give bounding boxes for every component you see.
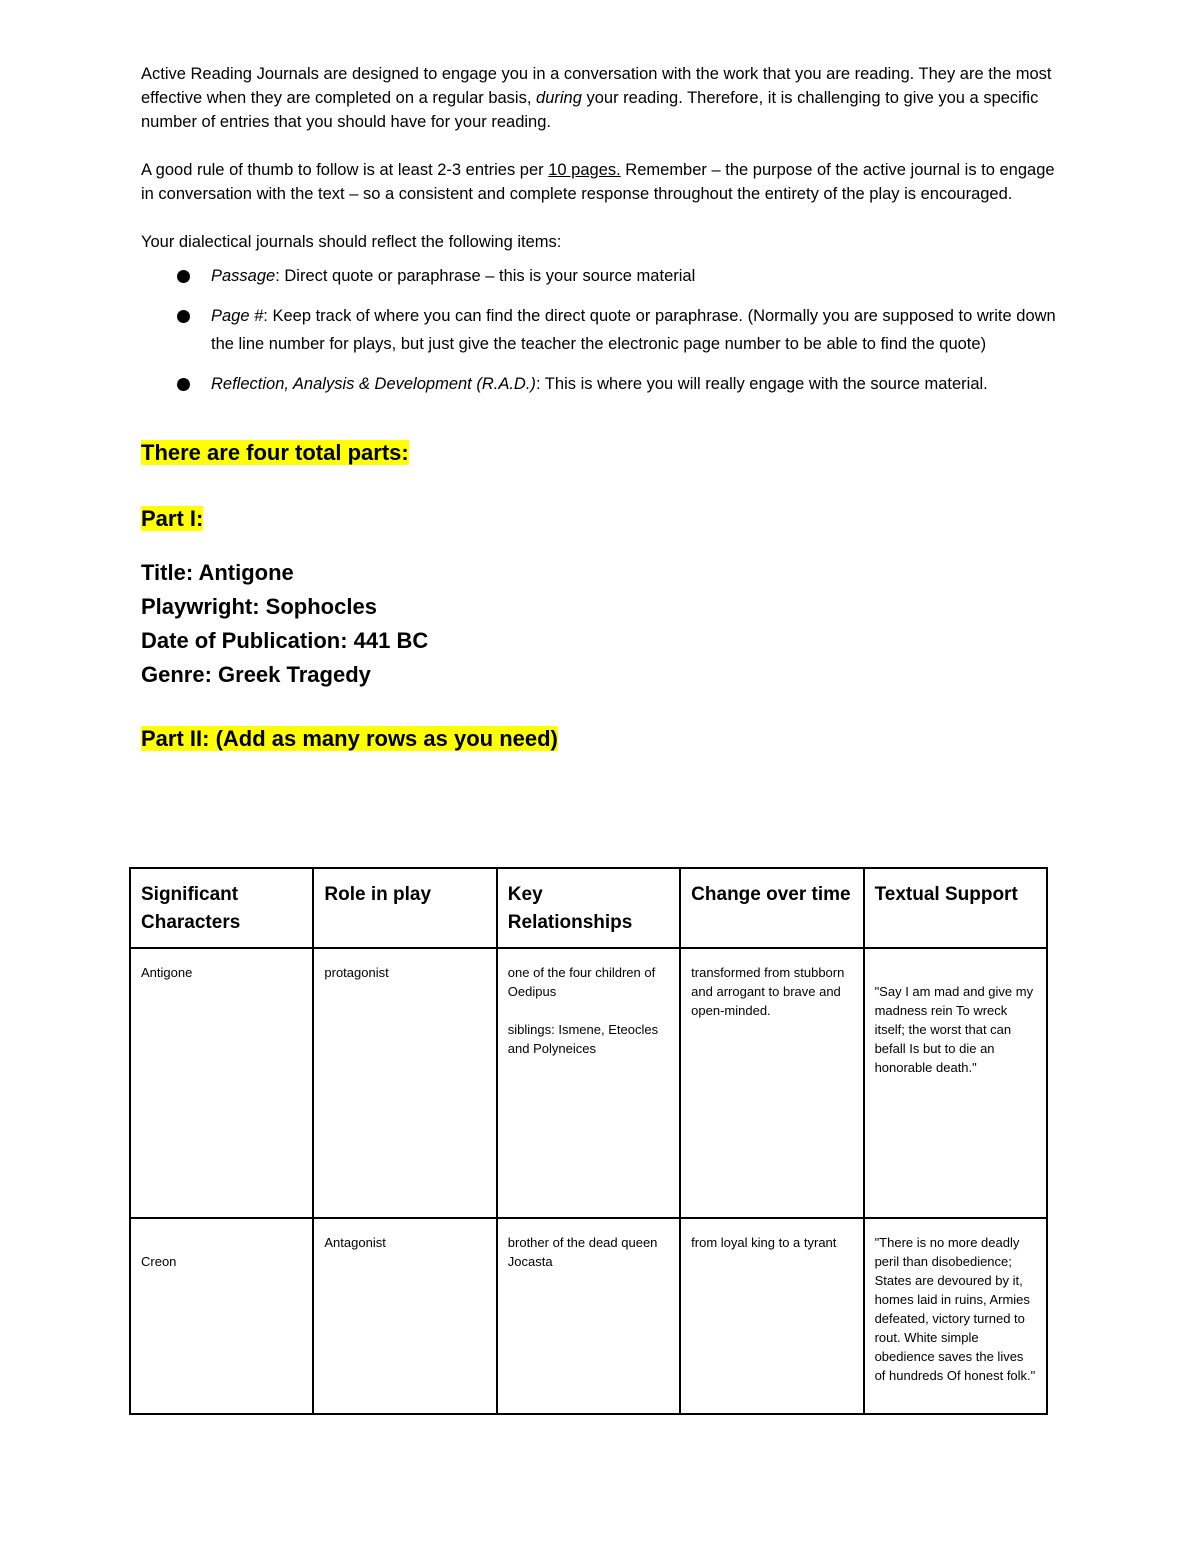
highlighted-heading: Part I: [141,506,204,531]
spacer [508,1001,669,1020]
cell-relationships [497,948,680,1218]
play-genre: Genre: Greek Tragedy [141,662,371,687]
highlighted-heading: There are four total parts: [141,440,409,465]
highlighted-heading: Part II: (Add as many rows as you need) [141,726,558,751]
bullet-icon [177,310,190,323]
cell-change: transformed from stubborn and arrogant to brave and open-minded. [680,948,863,1218]
table-row [130,948,1047,1218]
bullet-icon [177,378,190,391]
characters-table [129,867,1048,1415]
intro-text: Active Reading Journals are designed to engage you in a conversation with the work that you are reading. They are the most effective when they are completed on a regular basis, [141,65,1052,107]
item-term: Reflection, Analysis & Development (R.A.D.) [211,375,536,393]
list-item [141,264,1061,288]
heading-part-2 [141,724,1061,754]
cell-character [130,1218,313,1414]
cell-relationships: brother of the dead queen Jocasta [497,1218,680,1414]
document-page [141,62,1061,754]
cell-support [864,948,1047,1218]
quote-text: "Say I am mad and give my madness rein To wreck itself; the worst that can befall Is but to die an honorable death." [874,984,1034,1075]
intro-paragraph-1 [141,62,1061,134]
cell-support: "There is no more deadly peril than disobedience; States are devoured by it, homes laid in ruins, Armies defeated, victory turned to rout. White simple obedience saves the lives of hundreds Of honest folk." [864,1218,1047,1414]
cell-role: protagonist [313,948,496,1218]
header-significant-characters: Significant Characters [130,868,313,948]
item-text: : This is where you will really engage with the source material. [535,375,988,393]
bullet-icon [177,270,190,283]
item-term: Passage [211,267,276,285]
header-change-over-time: Change over time [680,868,863,948]
spacer [141,1233,302,1252]
header-role-in-play: Role in play [313,868,496,948]
intro-text: Remember – the purpose of the active journal is to engage in conversation with the text – so a consistent and complete response throughout the entirety of the play is encouraged. [141,161,1055,203]
heading-four-parts [141,438,1061,468]
intro-text: your reading. Therefore, it is challenging to give you a specific number of entries that you should have for your reading. [141,89,1039,131]
list-item [141,372,1061,396]
play-date: Date of Publication: 441 BC [141,628,429,653]
cell-role: Antagonist [313,1218,496,1414]
intro-emphasis: during [536,89,582,107]
relationship-line: siblings: Ismene, Eteocles and Polyneices [507,1022,659,1056]
play-metadata [141,556,1061,692]
cell-change: from loyal king to a tyrant [680,1218,863,1414]
item-term: Page # [211,307,264,325]
header-textual-support: Textual Support [864,868,1047,948]
play-playwright: Playwright: Sophocles [141,594,377,619]
intro-paragraph-2 [141,158,1061,206]
cell-character: Antigone [130,948,313,1218]
intro-underline: 10 pages. [548,161,621,179]
header-key-relationships: Key Relationships [497,868,680,948]
relationship-line: one of the four children of Oedipus [507,965,656,999]
journal-items-list [141,264,1061,396]
character-name: Creon [141,1254,177,1269]
item-text: : Keep track of where you can find the direct quote or paraphrase. (Normally you are supposed to write down the line number for plays, but just give the teacher the electronic page number to be able to find the quote) [211,307,1056,353]
item-text: : Direct quote or paraphrase – this is your source material [275,267,696,285]
play-title: Title: Antigone [141,560,294,585]
heading-part-1 [141,504,1061,534]
list-item [141,302,1061,358]
intro-paragraph-3: Your dialectical journals should reflect the following items: [141,233,562,251]
intro-text: A good rule of thumb to follow is at least 2-3 entries per [141,161,549,179]
table-header-row [130,868,1047,948]
table-row [130,1218,1047,1414]
spacer [875,963,1036,982]
